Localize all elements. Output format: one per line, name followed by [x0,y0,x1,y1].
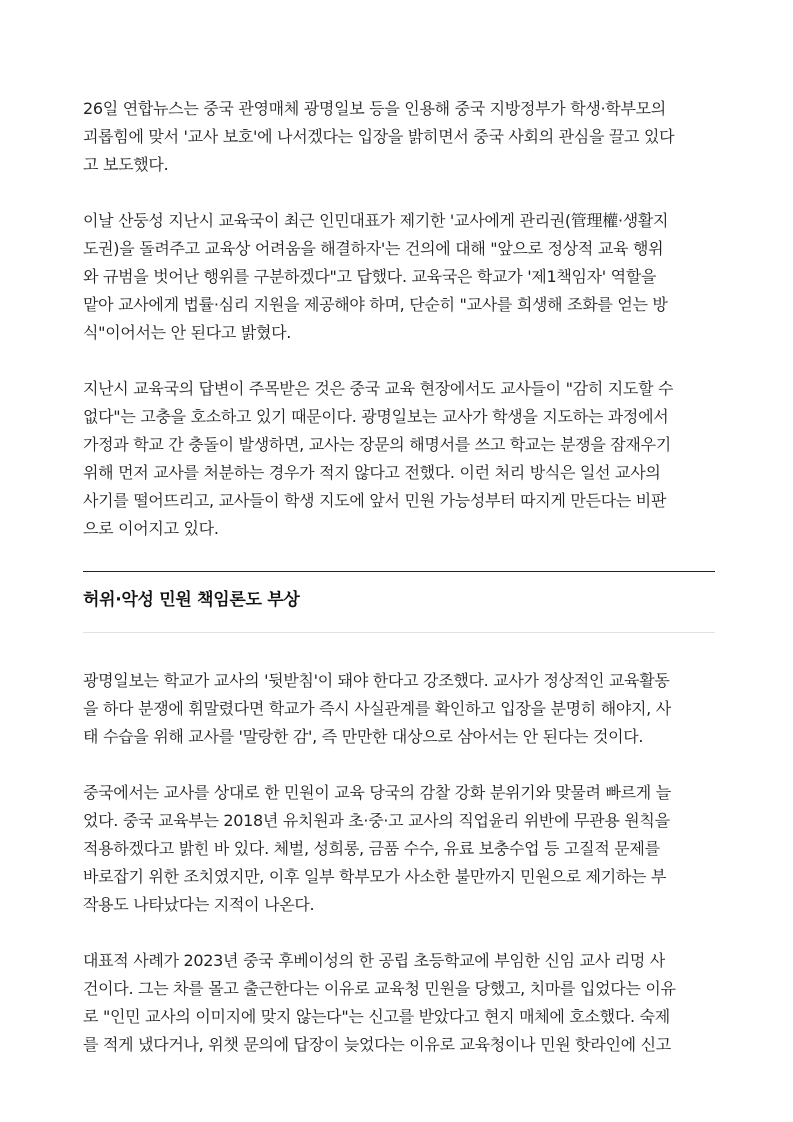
paragraph-line: 식"이어서는 안 된다고 밝혔다. [83,323,292,342]
paragraph-line: 가정과 학교 간 충돌이 발생하면, 교사는 장문의 해명서를 쓰고 학교는 분쟁을 잠재우기 [83,435,671,454]
paragraph-line: 를 적게 냈다거나, 위챗 문의에 답장이 늦었다는 이유로 교육청이나 민원 핫라인에 신고 [83,1035,671,1054]
paragraph-line: 작용도 나타났다는 지적이 나온다. [83,895,315,914]
article-section-after [83,667,715,1059]
paragraph-line: 었다. 중국 교육부는 2018년 유치원과 초·중·고 교사의 직업윤리 위반에 무관용 원칙을 [83,811,670,830]
paragraph-line: 을 하다 분쟁에 휘말렸다면 학교가 즉시 사실관계를 확인하고 입장을 분명히 해야지, 사 [83,699,671,718]
paragraph-line: 광명일보는 학교가 교사의 '뒷받침'이 돼야 한다고 강조했다. 교사가 정상적인 교육활동 [83,671,670,690]
article-paragraph [83,95,715,179]
paragraph-line: 사기를 떨어뜨리고, 교사들이 학생 지도에 앞서 민원 가능성부터 따지게 만든다는 비판 [83,491,667,510]
paragraph-line: 괴롭힘에 맞서 '교사 보호'에 나서겠다는 입장을 밝히면서 중국 사회의 관심을 끌고 있다 [83,127,675,146]
article-paragraph [83,375,715,543]
article-paragraph [83,667,715,751]
paragraph-line: 26일 연합뉴스는 중국 관영매체 광명일보 등을 인용해 중국 지방정부가 학생·학부모의 [83,99,666,118]
paragraph-line: 로 "인민 교사의 이미지에 맞지 않는다"는 신고를 받았다고 현지 매체에 호소했다. 숙제 [83,1007,670,1026]
article-subheading: 허위·악성 민원 책임론도 부상 [83,590,300,610]
paragraph-line: 중국에서는 교사를 상대로 한 민원이 교육 당국의 감찰 강화 분위기와 맞물려 빠르게 늘 [83,783,671,802]
paragraph-line: 와 규범을 벗어난 행위를 구분하겠다"고 답했다. 교육국은 학교가 '제1책임자' 역할을 [83,267,657,286]
article-body [83,95,715,1087]
paragraph-line: 없다"는 고충을 호소하고 있기 때문이다. 광명일보는 교사가 학생을 지도하는 과정에서 [83,407,669,426]
paragraph-line: 태 수습을 위해 교사를 '말랑한 감', 즉 만만한 대상으로 삼아서는 안 된다는 것이다. [83,727,644,746]
paragraph-line: 위해 먼저 교사를 처분하는 경우가 적지 않다고 전했다. 이런 처리 방식은 일선 교사의 [83,463,661,482]
paragraph-line: 맡아 교사에게 법률·심리 지원을 제공해야 하며, 단순히 "교사를 희생해 조화를 얻는 방 [83,295,668,314]
paragraph-line: 대표적 사례가 2023년 중국 후베이성의 한 공립 초등학교에 부임한 신임 교사 리멍 사 [83,951,665,970]
article-paragraph [83,779,715,919]
paragraph-line: 도권)을 돌려주고 교육상 어려움을 해결하자'는 건의에 대해 "앞으로 정상적 교육 행위 [83,239,664,258]
paragraph-line: 건이다. 그는 차를 몰고 출근한다는 이유로 교육청 민원을 당했고, 치마를 입었다는 이유 [83,979,676,998]
paragraph-line: 으로 이어지고 있다. [83,519,219,538]
article-section-before [83,95,715,543]
article-paragraph [83,947,715,1059]
paragraph-line: 바로잡기 위한 조치였지만, 이후 일부 학부모가 사소한 불만까지 민원으로 제기하는 부 [83,867,667,886]
article-paragraph [83,207,715,347]
paragraph-line: 이날 산둥성 지난시 교육국이 최근 인민대표가 제기한 '교사에게 관리권(管理權·생활지 [83,211,669,230]
paragraph-line: 적용하겠다고 밝힌 바 있다. 체벌, 성희롱, 금품 수수, 유료 보충수업 등 고질적 문제를 [83,839,660,858]
subheading-bottom-divider [83,632,715,633]
paragraph-line: 고 보도했다. [83,155,169,174]
paragraph-line: 지난시 교육국의 답변이 주목받은 것은 중국 교육 현장에서도 교사들이 "감히 지도할 수 [83,379,674,398]
